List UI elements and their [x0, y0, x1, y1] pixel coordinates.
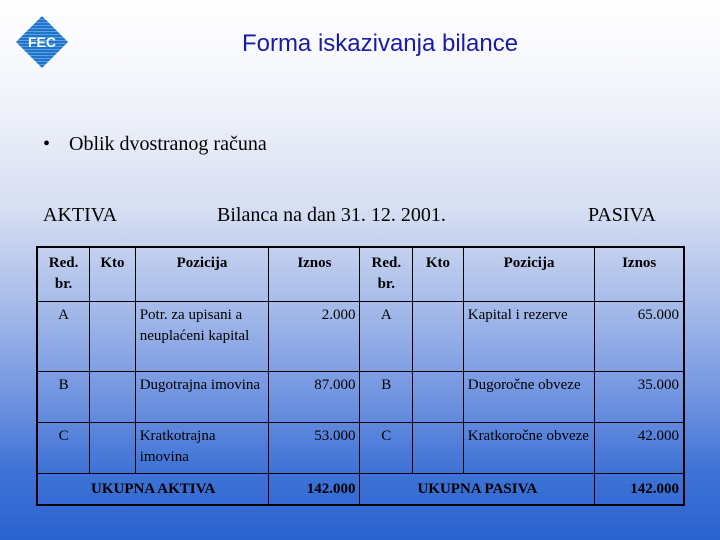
cell: 65.000 — [595, 301, 684, 371]
svg-text:FEC: FEC — [28, 34, 56, 50]
bullet-text: Oblik dvostranog računa — [69, 133, 267, 155]
cell: 2.000 — [269, 301, 360, 371]
header-cell: Pozicija — [463, 247, 595, 301]
cell: 53.000 — [269, 422, 360, 473]
cell: B — [360, 371, 413, 422]
cell: C — [37, 422, 90, 473]
cell — [90, 301, 136, 371]
cell: B — [37, 371, 90, 422]
total-pasiva-value: 142.000 — [595, 473, 684, 505]
cell — [90, 422, 136, 473]
cell: Potr. za upisani a neuplaćeni kapital — [135, 301, 269, 371]
cell — [90, 371, 136, 422]
table-row — [37, 371, 684, 422]
header-cell: Pozicija — [135, 247, 269, 301]
cell: 87.000 — [269, 371, 360, 422]
table-row — [37, 422, 684, 473]
cell: 42.000 — [595, 422, 684, 473]
header-row — [37, 247, 684, 301]
cell — [413, 422, 464, 473]
header-cell: Kto — [90, 247, 136, 301]
total-aktiva-label: UKUPNA AKTIVA — [37, 473, 269, 505]
total-pasiva-label: UKUPNA PASIVA — [360, 473, 595, 505]
cell — [413, 371, 464, 422]
cell: Kratkoročne obveze — [463, 422, 595, 473]
cell: Kapital i rezerve — [463, 301, 595, 371]
cell: 35.000 — [595, 371, 684, 422]
slide-title: Forma iskazivanja bilance — [241, 30, 519, 57]
table-row — [37, 301, 684, 371]
bullet-item — [43, 133, 267, 156]
total-aktiva-value: 142.000 — [269, 473, 360, 505]
pasiva-label: PASIVA — [588, 204, 656, 226]
balance-date-label: Bilanca na dan 31. 12. 2001. — [217, 204, 446, 226]
cell: C — [360, 422, 413, 473]
cell: Dugoročne obveze — [463, 371, 595, 422]
header-cell: Iznos — [595, 247, 684, 301]
cell: A — [360, 301, 413, 371]
header-cell: Red. br. — [37, 247, 90, 301]
cell: Kratkotrajna imovina — [135, 422, 269, 473]
header-cell: Kto — [413, 247, 464, 301]
totals-row — [37, 473, 684, 505]
header-cell: Red. br. — [360, 247, 413, 301]
cell — [413, 301, 464, 371]
cell: Dugotrajna imovina — [135, 371, 269, 422]
cell: A — [37, 301, 90, 371]
header-cell: Iznos — [269, 247, 360, 301]
bullet-icon: • — [43, 133, 51, 155]
balance-table — [36, 246, 685, 506]
aktiva-label: AKTIVA — [43, 204, 118, 226]
